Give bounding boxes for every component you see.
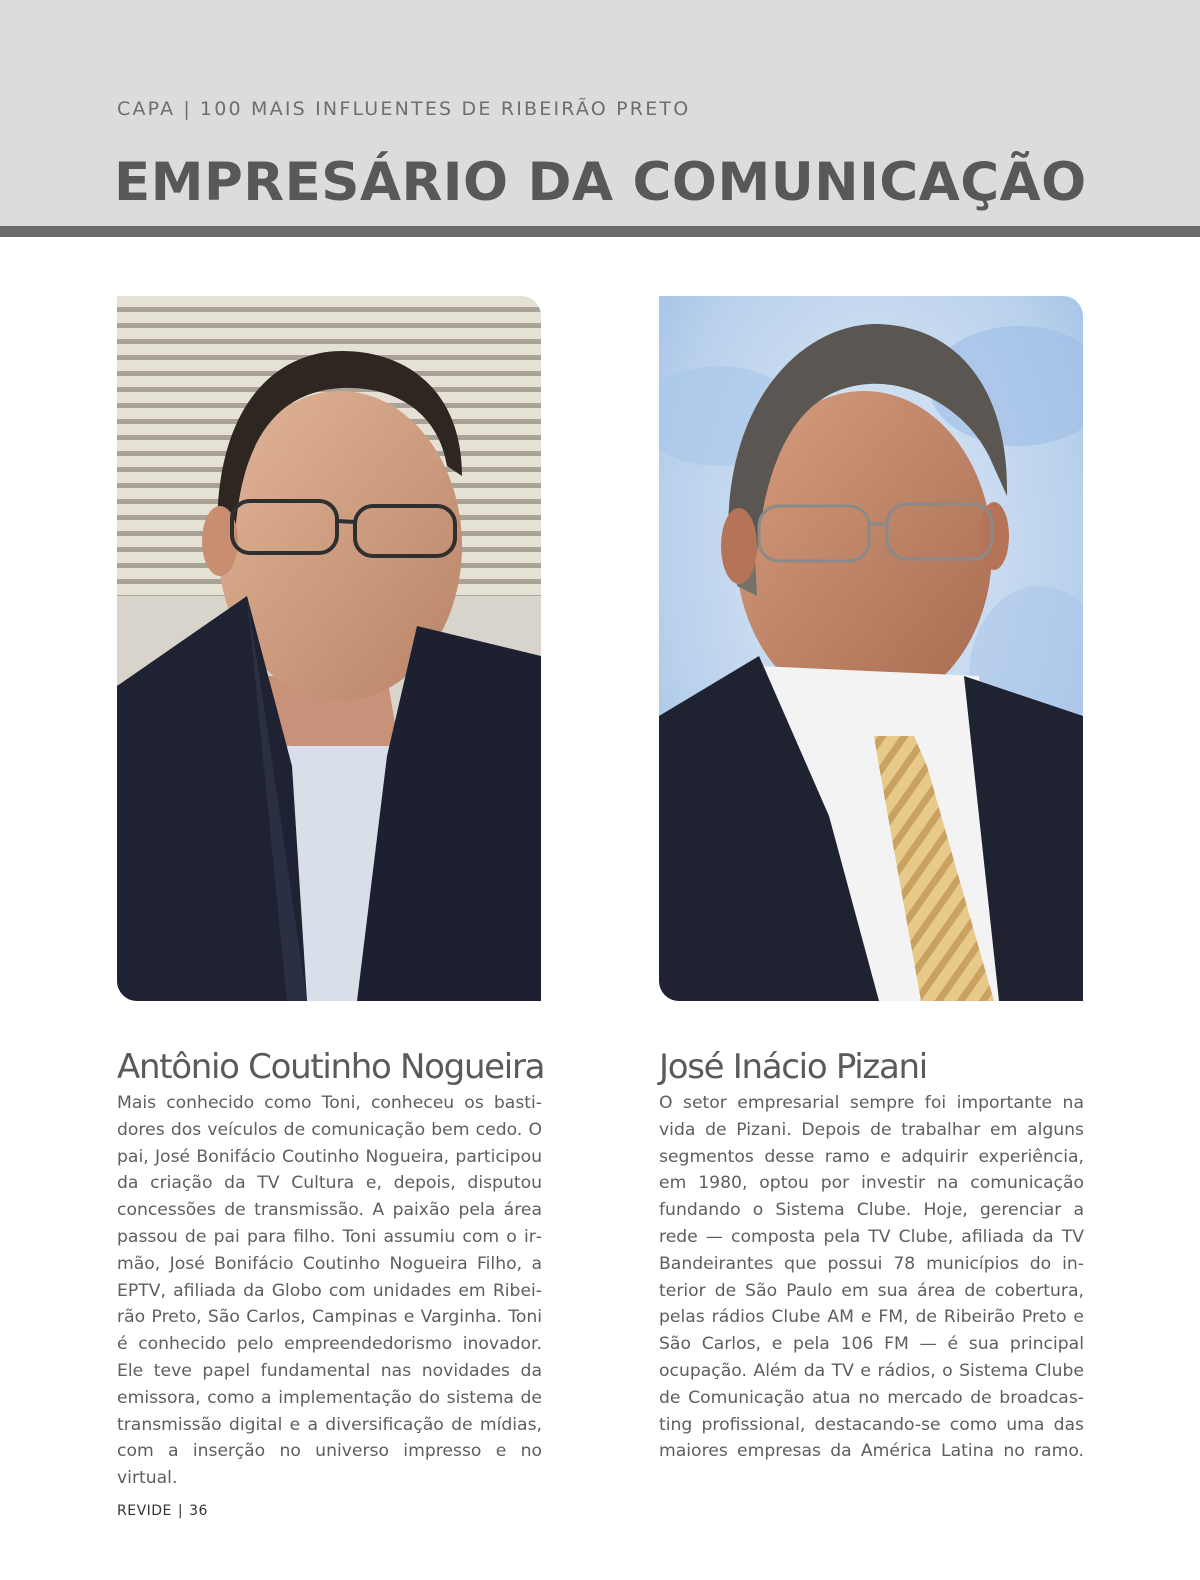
header-rule	[0, 226, 1200, 237]
magazine-name: REVIDE	[117, 1503, 172, 1519]
portrait-photo-antonio	[117, 296, 541, 1001]
kicker-separator: |	[183, 98, 192, 120]
page-folio	[117, 1503, 208, 1519]
profile-jose	[659, 1046, 1084, 1465]
portrait-photo-icon	[117, 296, 541, 1001]
portrait-photo-jose	[659, 296, 1083, 1001]
page-title: EMPRESÁRIO DA COMUNICAÇÃO	[114, 152, 1087, 213]
profile-bio: O setor empresarial sempre foi importante na vida de Pizani. Depois de trabalhar em alguns segmentos desse ramo e adquirir experiência, em 1980, optou por investir na comunicação fundando o Sistema Clube. Hoje, gerenciar a rede — composta pela TV Clube, afiliada da TV Bandeirantes que possui 78 municípios do interior de São Paulo em sua área de cobertura, pelas rádios Clube AM e FM, de Ribeirão Preto e São Carlos, e pela 106 FM — é sua principal ocupação. Além da TV e rádios, o Sistema Clube de Comunicação atua no mercado de broadcasting profissional, destacando-se como uma das maiores empresas da América Latina no ramo.	[659, 1093, 1084, 1462]
profile-name: José Inácio Pizani	[659, 1047, 927, 1087]
folio-separator: |	[177, 1503, 184, 1519]
section-kicker	[117, 98, 690, 120]
section-label: CAPA	[117, 98, 176, 120]
subsection-label: 100 MAIS INFLUENTES DE RIBEIRÃO PRETO	[199, 98, 691, 120]
page-number: 36	[189, 1503, 208, 1519]
profile-bio: Mais conhecido como Toni, conheceu os bastidores dos veículos de comunicação bem cedo. O pai, José Bonifácio Coutinho Nogueira, participou da criação da TV Cultura e, depois, disputou concessões de transmissão. A paixão pela área passou de pai para filho. Toni assumiu com o irmão, José Bonifácio Coutinho Nogueira Filho, a EPTV, afiliada da Globo com unidades em Ribeirão Preto, São Carlos, Campinas e Varginha. Toni é conhecido pelo empreendedorismo inovador. Ele teve papel fundamental nas novidades da emissora, como a implementação do sistema de transmissão digital e a diversificação de mídias, com a inserção no universo impresso e no virtual.	[117, 1093, 542, 1489]
profile-antonio	[117, 1046, 545, 1492]
profile-name: Antônio Coutinho Nogueira	[117, 1047, 545, 1087]
portrait-photo-icon	[659, 296, 1083, 1001]
